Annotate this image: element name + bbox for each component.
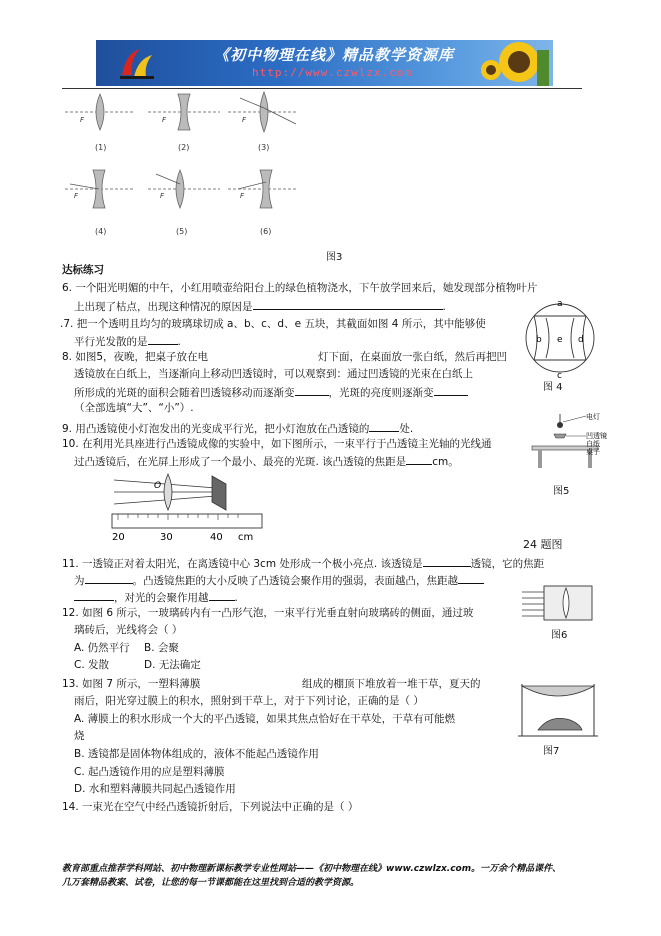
figure7-caption: 图7: [543, 746, 560, 757]
banner-url[interactable]: http://www.czwlzx.com: [252, 66, 413, 79]
q12-option-d: D. 无法确定: [144, 659, 201, 671]
figure5-diagram: [520, 412, 610, 482]
fig4-label-b: b: [536, 335, 542, 345]
figure6-caption: 图6: [551, 630, 568, 641]
focus-label: F: [162, 116, 167, 124]
q12-line-1: 12. 如图 6 所示，一玻璃砖内有一凸形气泡，一束平行光垂直射向玻璃砖的侧面，通过玻: [62, 607, 474, 619]
q11-line-3: ，对光的会聚作用越 .: [74, 588, 238, 606]
q11-line-1: 11. 一透镜正对着太阳光，在离透镜中心 3cm 处形成一个极小亮点. 该透镜是 透镜，它的焦距: [62, 554, 544, 572]
fig4-label-a: a: [557, 299, 563, 309]
q8-line-3: 所形成的光斑的面积会随着凹透镜移动而逐渐变 ，光斑的亮度则逐渐变: [74, 383, 468, 401]
q8-line-4: （全部选填“大”、“小”）.: [74, 402, 194, 414]
figure3-caption: 图3: [326, 252, 343, 263]
q13-option-c: C. 起凸透镜作用的应是塑料薄膜: [74, 766, 225, 778]
q10-line-1: 10. 在利用光具座进行凸透镜成像的实验中，如下图所示，一束平行于凸透镜主光轴的光线通: [62, 438, 492, 450]
q8-line-1a: 8. 如图5，夜晚，把桌子放在电: [62, 351, 209, 363]
q6-line-1: 6. 一个阳光明媚的中午，小红用喷壶给阳台上的绿色植物浇水，下午放学回来后，她发现部分植物叶片: [62, 282, 538, 294]
lens-label-6: (6): [260, 227, 272, 236]
footer-line-1: 教育部重点推荐学科网站、初中物理新课标教学专业性网站——《初中物理在线》www.czwlzx.com。一万余个精品课件、: [62, 864, 562, 874]
section-title: 达标练习: [62, 264, 104, 276]
q12-option-a: A. 仍然平行: [74, 642, 130, 654]
lens-label-4: (4): [95, 227, 107, 236]
focus-label: F: [74, 192, 79, 200]
q13-option-a-cont: 烧: [74, 730, 85, 742]
q9-line: 9. 用凸透镜使小灯泡发出的光变成平行光，把小灯泡放在凸透镜的 处.: [62, 419, 413, 437]
q12-line-2: 璃砖后，光线将会（ ）: [74, 624, 183, 636]
figure4-caption: 图 4: [543, 382, 563, 393]
figure7-diagram: [516, 680, 602, 740]
figure4-diagram: [520, 298, 600, 382]
lens-label-3: (3): [258, 143, 270, 152]
q8-line-2: 透镜放在白纸上，当逐渐向上移动凹透镜时，可以观察到：通过凹透镜的光束在白纸上: [74, 368, 473, 380]
focus-label: F: [240, 192, 245, 200]
site-logo-icon: [118, 45, 156, 81]
sunflower-icon: [479, 40, 549, 86]
figure24-caption: 24 题图: [523, 538, 563, 551]
lens-label-2: (2): [178, 143, 190, 152]
bench-scale-30: 30: [160, 532, 173, 543]
q13-option-b: B. 透镜都是固体物体组成的，液体不能起凸透镜作用: [74, 748, 319, 760]
figure5-caption: 图5: [553, 486, 570, 497]
q6-line-2: 上出现了枯点，出现这种情况的原因是 .: [74, 297, 446, 315]
q14-line: 14. 一束光在空气中经凸透镜折射后，下列说法中正确的是（ ）: [62, 801, 359, 813]
header-banner: [96, 40, 553, 86]
header-rule: [62, 88, 582, 89]
fig4-label-c: c: [557, 371, 562, 381]
fig4-label-e: e: [557, 335, 563, 345]
q13-line-1b: 组成的棚顶下堆放着一堆干草，夏天的: [302, 678, 481, 690]
banner-title: 《初中物理在线》精品教学资源库: [214, 46, 455, 64]
fig4-label-d: d: [578, 335, 584, 345]
q8-line-1b: 灯下面，在桌面放一张白纸，然后再把凹: [318, 351, 507, 363]
q13-line-1a: 13. 如图 7 所示，一塑料薄膜: [62, 678, 201, 690]
fig5-label-table: 桌子: [586, 448, 600, 456]
q11-line-2: 为 。凸透镜焦距的大小反映了凸透镜会聚作用的强弱，表面越凸，焦距越: [74, 571, 484, 589]
q13-option-a: A. 薄膜上的积水形成一个大的平凸透镜，如果其焦点恰好在干草处，干草有可能燃: [74, 713, 456, 725]
lens-diagram-figure: [60, 90, 300, 250]
bench-scale-20: 20: [112, 532, 125, 543]
lens-label-1: (1): [95, 143, 107, 152]
focus-label: F: [80, 116, 85, 124]
bench-scale-unit: cm: [238, 532, 254, 543]
footer-line-2: 几万套精品教案、试卷，让您的每一节课都能在这里找到合适的教学资源。: [62, 878, 360, 888]
q12-option-c: C. 发散: [74, 659, 110, 671]
bench-label-o: O: [154, 481, 162, 491]
q7-line-1: .7. 把一个透明且均匀的玻璃球切成 a、b、c、d、e 五块，其截面如图 4 所示，其中能够使: [60, 318, 486, 330]
fig5-label-paper: 白纸: [586, 440, 600, 448]
q12-option-b: B. 会聚: [144, 642, 179, 654]
focus-label: F: [160, 192, 165, 200]
optical-bench-diagram: [108, 470, 268, 546]
q13-line-2: 雨后，阳光穿过膜上的积水，照射到干草上，对于下列讨论，正确的是（ ）: [74, 695, 424, 707]
figure6-diagram: [520, 584, 596, 624]
lens-label-5: (5): [176, 227, 188, 236]
q10-line-2: 过凸透镜后，在光屏上形成了一个最小、最亮的光斑. 该凸透镜的焦距是 cm。: [74, 452, 459, 470]
focus-label: F: [242, 116, 247, 124]
fig5-label-lens: 凹透镜: [586, 432, 607, 440]
bench-scale-40: 40: [210, 532, 223, 543]
q13-option-d: D. 水和塑料薄膜共同起凸透镜作用: [74, 783, 236, 795]
q7-line-2: 平行光发散的是 .: [74, 332, 181, 350]
fig5-label-lamp: 电灯: [586, 413, 600, 421]
